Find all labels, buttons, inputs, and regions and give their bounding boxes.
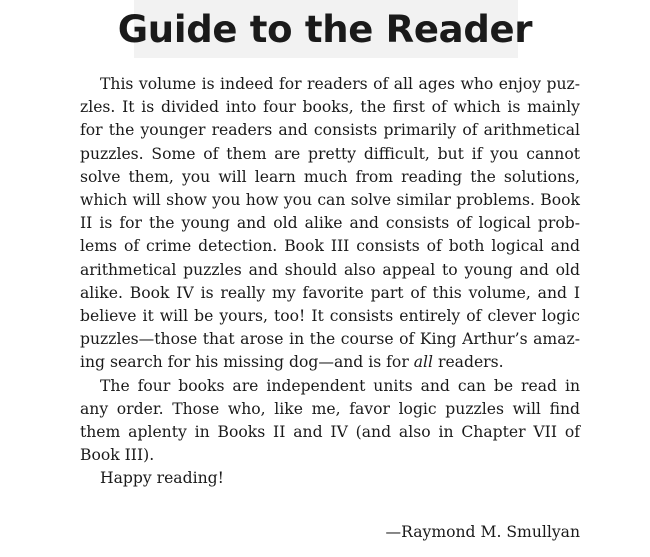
paragraph-closing: Happy reading! [100,469,224,488]
paragraph-intro-italic: all [413,353,434,372]
paragraph-intro-end: readers. [433,353,504,372]
page-title: Guide to the Reader [117,8,533,51]
paragraph-intro [80,73,580,375]
body-text [80,73,580,491]
signature: —Raymond M. Smullyan [385,523,580,541]
paragraph-intro-text: This volume is indeed for readers of all ages who enjoy puzzles. It is divided into four books, the first of which is mainly for the younger readers and consists primarily of arithmetical puzzles. Some of them are pretty difficult, but if you cannot solve them, you will learn much from reading the solutions, which will show you how you can solve similar problems. Book II is for the young and old alike and consists of logical problems of crime detection. Book III consists of both logical and arithmetical puzzles and should also appeal to young and old alike. Book IV is really my favorite part of this volume, and I believe it will be yours, too! It consists entirely of clever logic puzzles—those that arose in the course of King Arthur’s amazing search for his missing dog—and is for [80,75,580,372]
paragraph-books: The four books are independent units and can be read in any order. Those who, like me, favor logic puzzles will find them aplenty in Books II and IV (and also in Chapter VII of Book III). [80,376,580,465]
